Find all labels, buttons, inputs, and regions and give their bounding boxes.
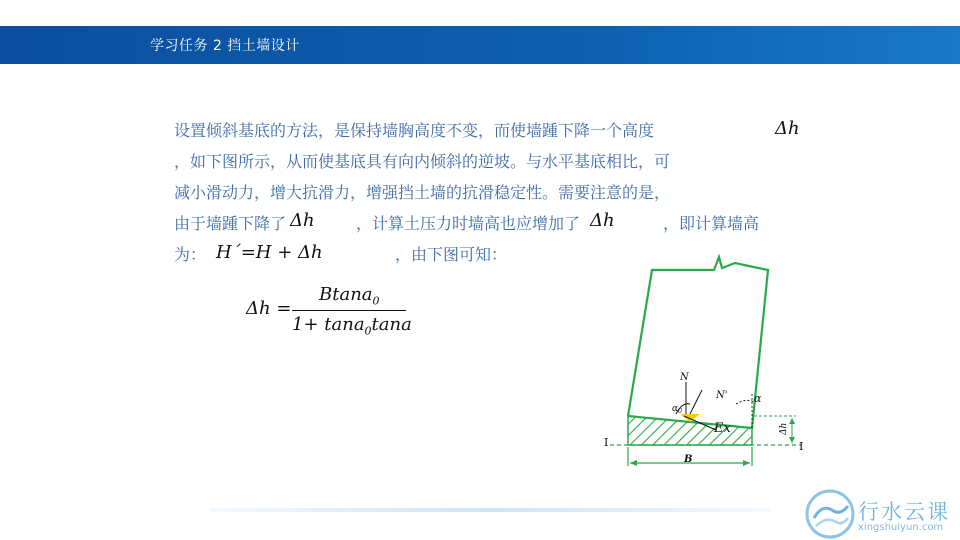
paragraph-line-5a: 为：: [174, 245, 207, 264]
header-bar: [0, 26, 960, 64]
paragraph-line-4b: ，计算土压力时墙高也应增加了: [356, 214, 581, 233]
water-wave-logo-icon: [804, 488, 856, 540]
label-B: B: [684, 454, 693, 465]
logo-url: xingshuiyun.com: [858, 522, 944, 533]
wall-outline: [628, 257, 768, 428]
delta-h-formula: [246, 284, 416, 340]
paragraph-line-4c: ，即计算墙高: [663, 214, 760, 233]
label-alpha: α: [754, 392, 762, 405]
h-prime-formula: H´=H + Δh: [216, 242, 323, 263]
header-title: 学习任务 2 挡土墙设计: [150, 38, 300, 54]
footer-band: [210, 508, 770, 512]
paragraph-line-1: 设置倾斜基底的方法，是保持墙胸高度不变，而使墙踵下降一个高度: [174, 121, 655, 140]
label-I-right: I: [799, 440, 804, 453]
delta-h-symbol-3: Δh: [590, 210, 615, 231]
label-N: N: [680, 372, 689, 383]
logo-name: 行水云课: [858, 500, 950, 524]
label-alpha0: $\alpha_0$: [672, 404, 682, 415]
label-I-left: I: [604, 436, 609, 449]
formula-lhs: Δh =: [246, 298, 292, 319]
paragraph-line-5b: ，由下图可知：: [395, 245, 508, 264]
formula-numerator: Btana$_0$: [319, 284, 380, 308]
paragraph-line-4a: 由于墙踵下降了: [174, 214, 287, 233]
label-dh: Δh: [779, 422, 789, 435]
retaining-wall-diagram: [596, 252, 826, 482]
label-Ex: Ex: [714, 421, 731, 436]
paragraph-line-3: 减小滑动力，增大抗滑力，增强挡土墙的抗滑稳定性。需要注意的是，: [174, 183, 671, 202]
paragraph-line-2: ，如下图所示，从而使基底具有向内倾斜的逆坡。与水平基底相比，可: [174, 152, 671, 171]
delta-h-symbol-1: Δh: [775, 118, 800, 139]
delta-h-symbol-2: Δh: [290, 210, 315, 231]
formula-denominator: 1+ tana$_0$tana: [292, 314, 412, 338]
label-N-prime: N': [716, 390, 728, 401]
fraction-bar: [292, 310, 406, 311]
